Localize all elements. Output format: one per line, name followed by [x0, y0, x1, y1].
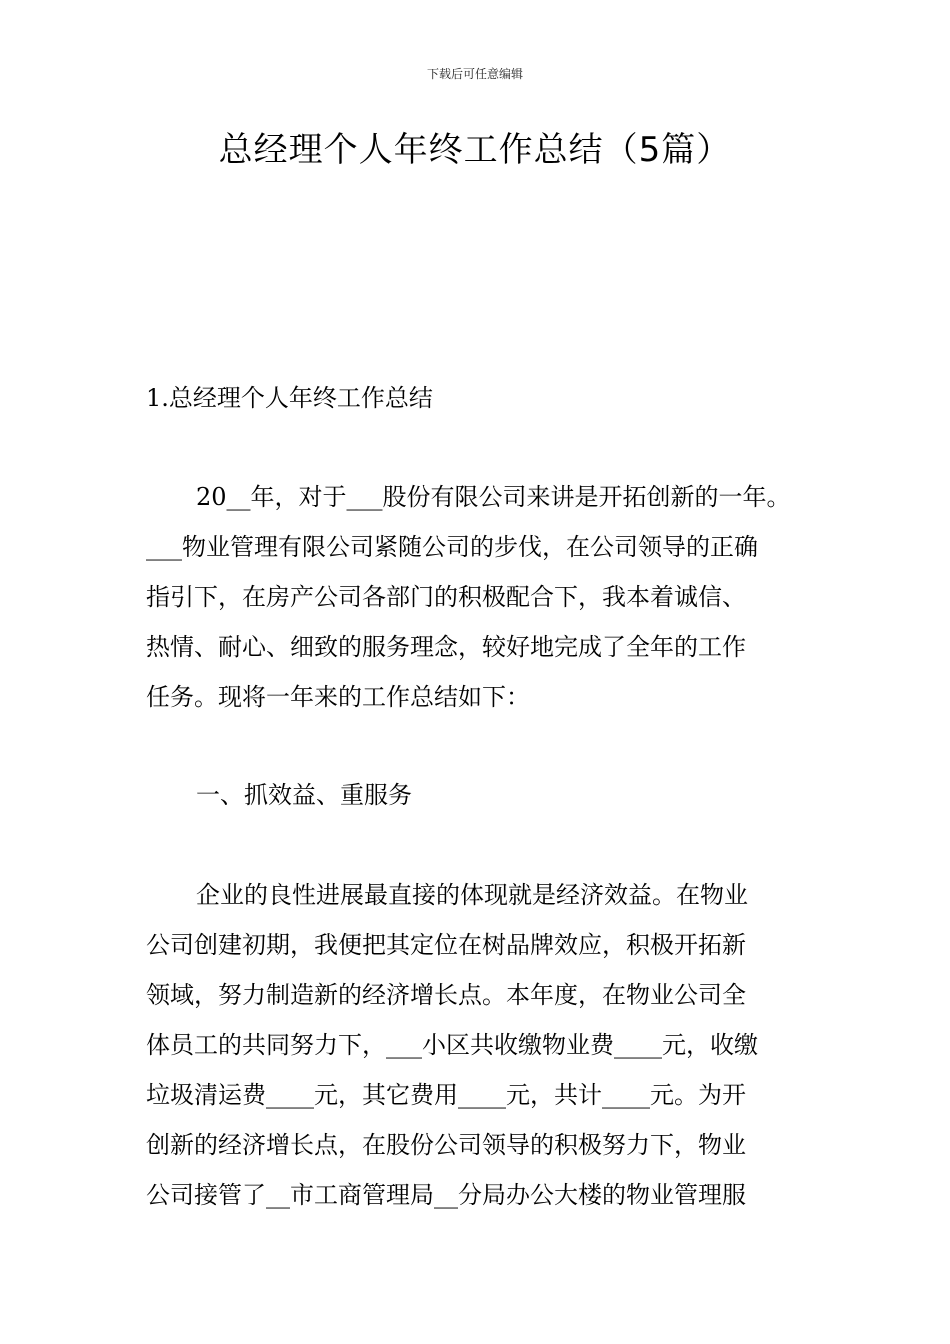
paragraph-line: 企业的良性进展最直接的体现就是经济效益。在物业: [196, 881, 748, 909]
subheading-text: 一、抓效益、重服务: [196, 781, 412, 809]
paragraph-intro: [146, 472, 816, 722]
paragraph-line: 20__年，对于___股份有限公司来讲是开拓创新的一年。: [196, 483, 791, 511]
document-title: 总经理个人年终工作总结（5篇）: [218, 130, 732, 170]
paragraph-line: ___物业管理有限公司紧随公司的步伐，在公司领导的正确: [146, 533, 758, 561]
paragraph-line: 公司接管了__市工商管理局__分局办公大楼的物业管理服: [146, 1181, 746, 1209]
paragraph-benefits: [146, 870, 816, 1220]
paragraph-line: 指引下，在房产公司各部门的积极配合下，我本着诚信、: [146, 583, 746, 611]
section-title: 1.总经理个人年终工作总结: [146, 384, 433, 412]
paragraph-line: 热情、耐心、细致的服务理念，较好地完成了全年的工作: [146, 633, 746, 661]
paragraph-line: 领域，努力制造新的经济增长点。本年度，在物业公司全: [146, 981, 746, 1009]
paragraph-line: 创新的经济增长点，在股份公司领导的积极努力下，物业: [146, 1131, 746, 1159]
subheading: [146, 770, 816, 820]
paragraph-line: 垃圾清运费____元，其它费用____元，共计____元。为开: [146, 1081, 746, 1109]
paragraph-line: 体员工的共同努力下，___小区共收缴物业费____元，收缴: [146, 1031, 758, 1059]
header-note: 下载后可任意编辑: [426, 67, 523, 81]
paragraph-line: 任务。现将一年来的工作总结如下：: [146, 683, 530, 711]
paragraph-line: 公司创建初期，我便把其定位在树品牌效应，积极开拓新: [146, 931, 746, 959]
